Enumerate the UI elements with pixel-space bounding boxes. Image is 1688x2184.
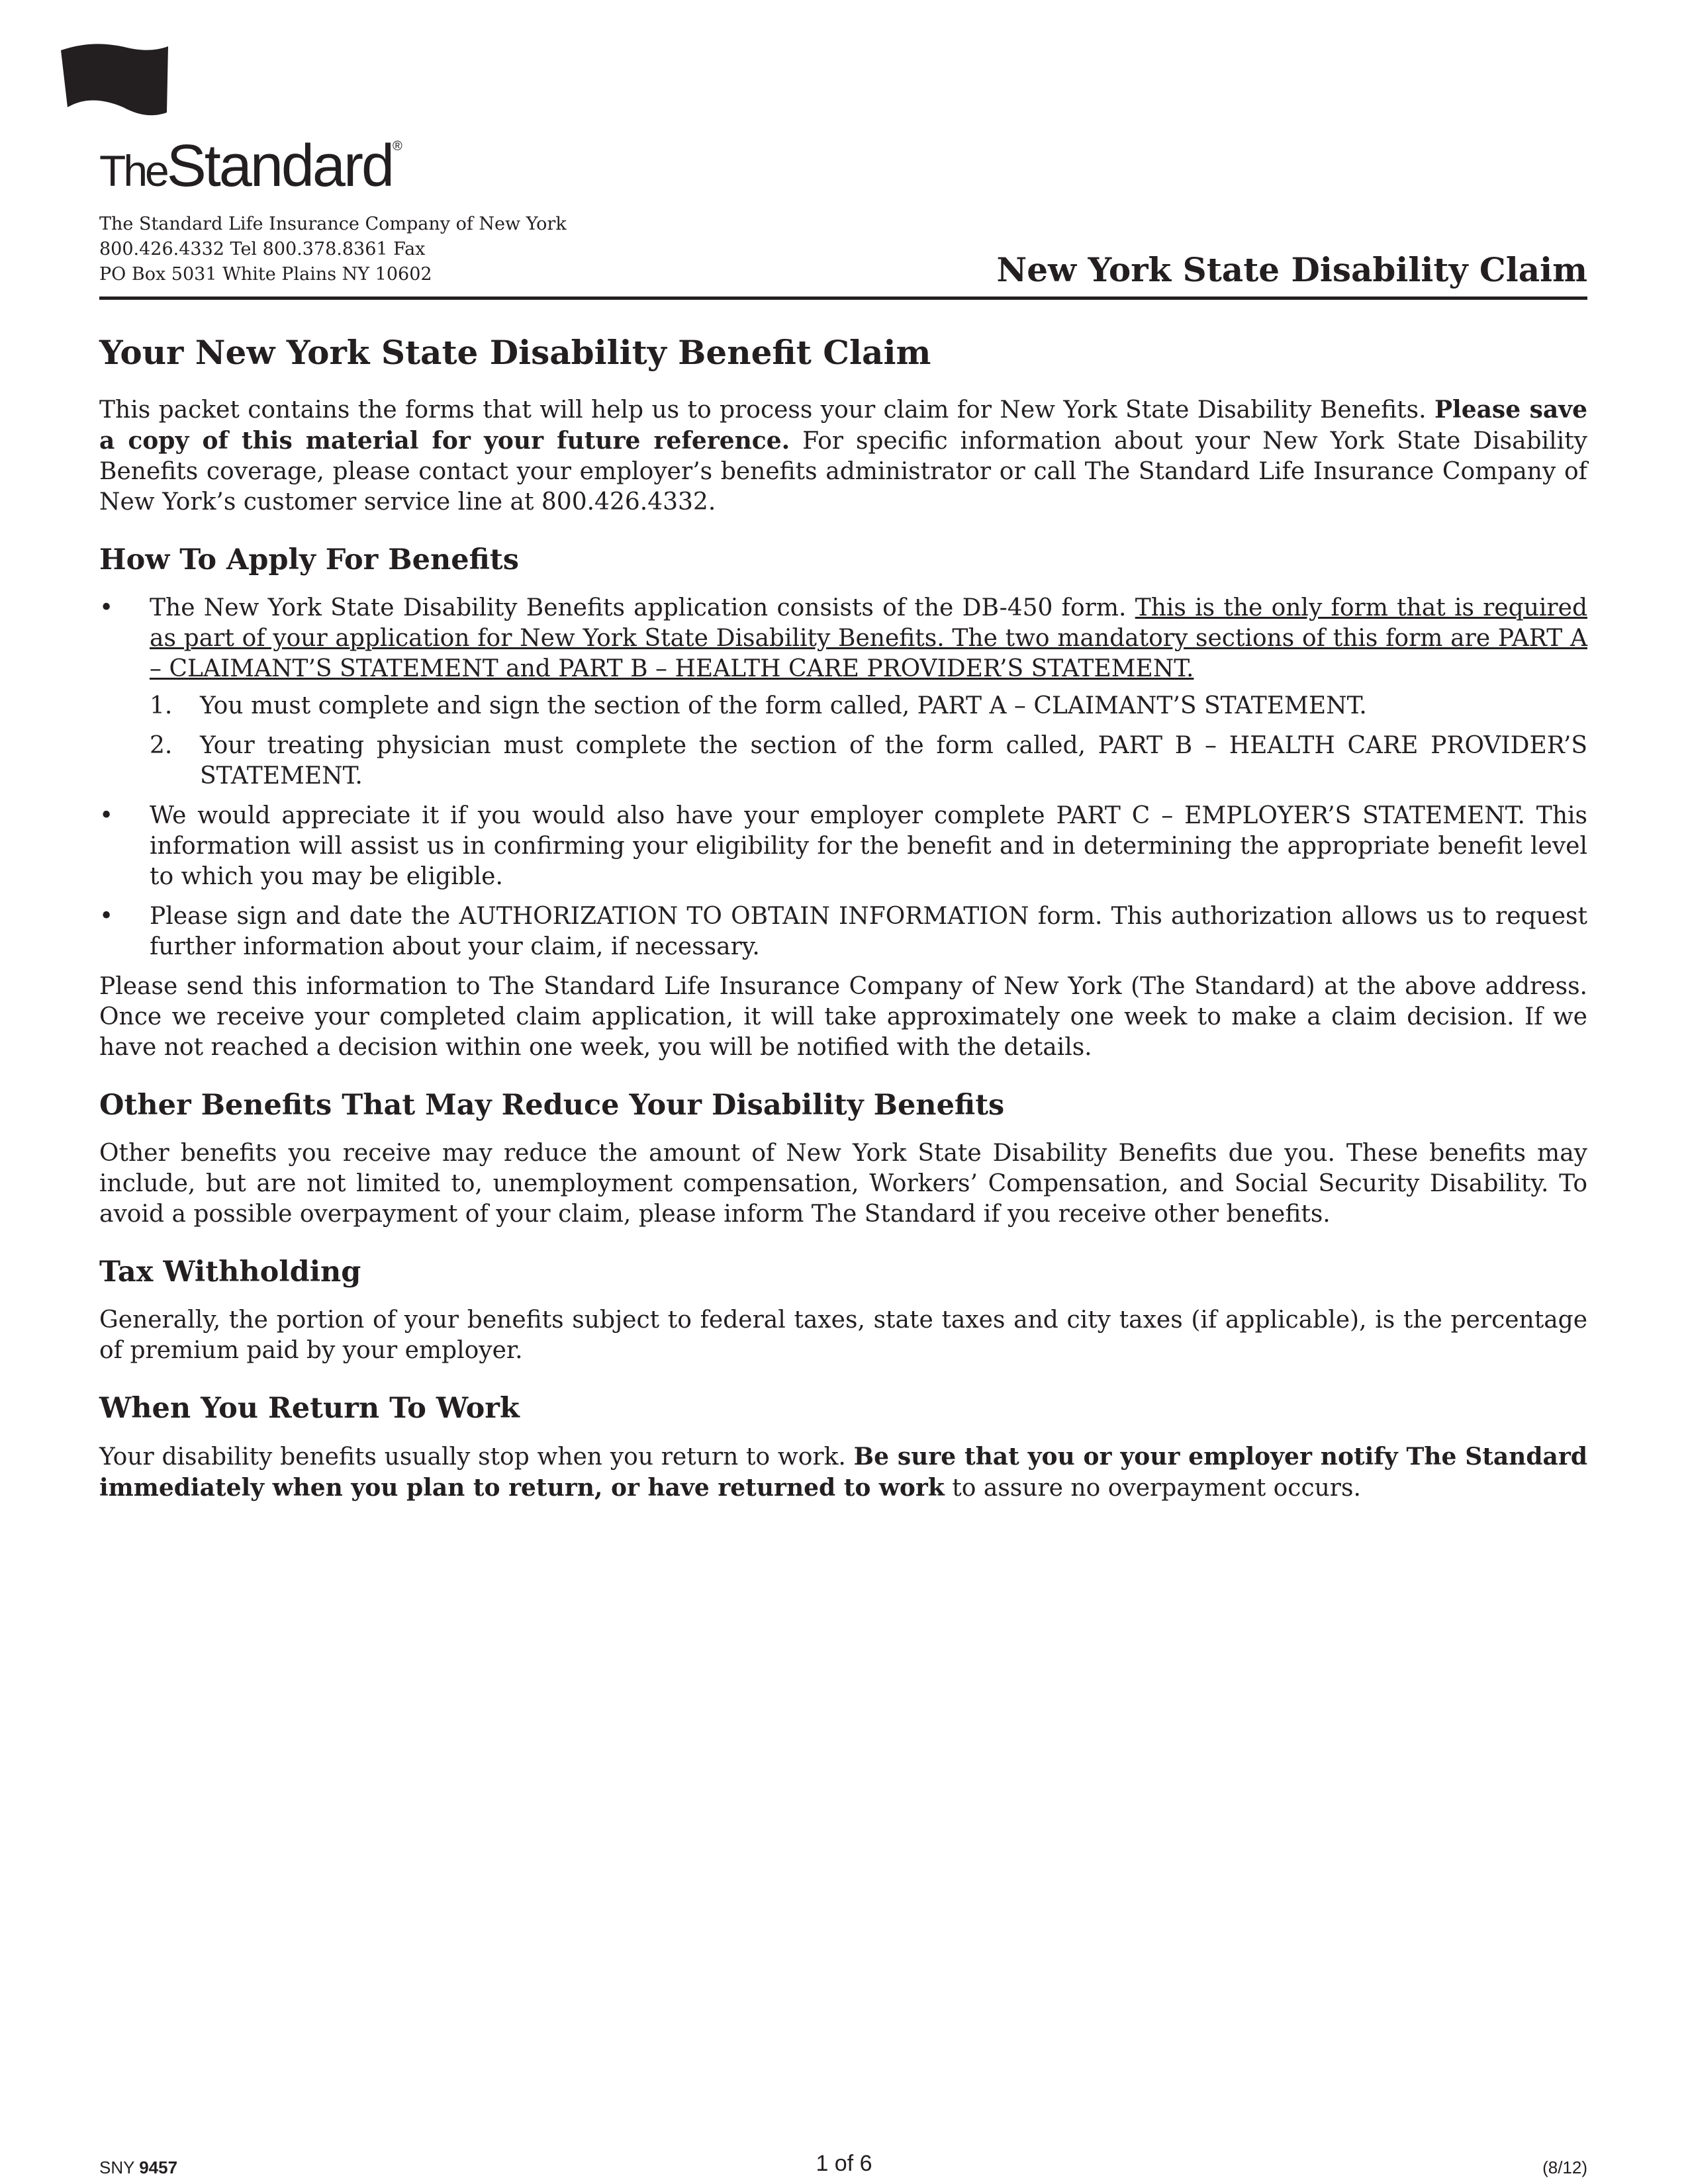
section-heading-tax-withholding: Tax Withholding — [99, 1255, 361, 1289]
list-item: • The New York State Disability Benefits application consists of the DB-450 form. This is the only form that is required as part of your application for New York State Disability Benefits. The two mandatory sections of this form are PART A – CLAIMANT’S STATEMENT and PART B – HEALTH CARE PROVIDER’S STATEMENT. 1. You must complete and sign the section of the form called, PART A – CLAIMANT’S STATEMENT. 2. Your treating physician must complete the section of the form called, PART B – HEALTH CARE PROVIDER’S STATEMENT. — [99, 593, 1587, 792]
submission-instructions: Please send this information to The Standard Life Insurance Company of New York (The Standard) at the above address. Once we receive your completed claim application, it will take approximately one week to make a claim decision. If we have not reached a decision within one week, you will be notified with the details. — [99, 973, 1587, 1061]
other-benefits-paragraph: Other benefits you receive may reduce the amount of New York State Disability Benefits due you. These benefits may include, but are not limited to, unemployment compensation, Workers’ Compensation, and Social Security Disability. To avoid a possible overpayment of your claim, please inform The Standard if you receive other benefits. — [99, 1140, 1587, 1228]
company-address: PO Box 5031 White Plains NY 10602 — [99, 264, 432, 285]
company-logo-wordmark — [99, 132, 402, 201]
list-item: • We would appreciate it if you would also have your employer complete PART C – EMPLOYER’S STATEMENT. This information will assist us in confirming your eligibility for the benefit and in determining the appropriate benefit level to which you may be eligible. — [99, 802, 1587, 890]
section-heading-how-to-apply: How To Apply For Benefits — [99, 543, 519, 576]
form-title: New York State Disability Claim — [996, 250, 1587, 289]
bullet-icon: • — [99, 802, 114, 829]
save-copy-note: Please save a copy of this material for your future reference. — [99, 396, 1587, 455]
list-item: 1. You must complete and sign the section of the form called, PART A – CLAIMANT’S STATEMENT. — [150, 692, 1367, 719]
logo-standard-text: Standard — [166, 133, 393, 199]
list-item: • Please sign and date the AUTHORIZATION TO OBTAIN INFORMATION form. This authorization allows us to request further information about your claim, if necessary. — [99, 903, 1587, 960]
tax-withholding-paragraph: Generally, the portion of your benefits subject to federal taxes, state taxes and city taxes (if applicable), is the percentage of premium paid by your employer. — [99, 1306, 1587, 1364]
header-divider — [99, 296, 1587, 300]
apply-bullet-list — [99, 593, 1587, 962]
page-title: Your New York State Disability Benefit Claim — [99, 333, 931, 372]
notify-employer-note: Be sure that you or your employer notify The Standard immediately when you plan to return, or have returned to work — [99, 1443, 1587, 1502]
list-item: 2. Your treating physician must complete the section of the form called, PART B – HEALTH CARE PROVIDER’S STATEMENT. — [150, 732, 1587, 790]
return-to-work-paragraph: Your disability benefits usually stop when you return to work. Be sure that you or your employer notify The Standard immediately when you plan to return, or have returned to work to assure no overpayment occurs. — [99, 1443, 1587, 1502]
section-heading-return-to-work: When You Return To Work — [99, 1392, 520, 1425]
registered-mark: ® — [393, 139, 402, 154]
required-steps-list — [150, 691, 1587, 792]
logo-the-text: The — [99, 146, 167, 195]
bullet-icon: • — [99, 903, 114, 930]
company-contact-info — [99, 212, 567, 287]
revision-date: (8/12) — [1542, 2158, 1587, 2177]
page-number: 1 of 6 — [816, 2151, 872, 2176]
required-form-note: This is the only form that is required as part of your application for New York State Disability Benefits. The two mandatory sections of this form are PART A – CLAIMANT’S STATEMENT and PART B – HEALTH CARE PROVIDER’S STATEMENT. — [150, 594, 1587, 682]
section-heading-other-benefits: Other Benefits That May Reduce Your Disability Benefits — [99, 1089, 1005, 1122]
company-phone-fax: 800.426.4332 Tel 800.378.8361 Fax — [99, 239, 426, 259]
form-number: SNY 9457 — [99, 2158, 178, 2177]
intro-paragraph: This packet contains the forms that will help us to process your claim for New York State Disability Benefits. Please save a copy of this material for your future reference. For specific information about your New York State Disability Benefits coverage, please contact your employer’s benefits administrator or call The Standard Life Insurance Company of New York’s customer service line at 800.426.4332. — [99, 396, 1587, 516]
flag-logo-icon — [58, 41, 171, 119]
bullet-icon: • — [99, 594, 114, 621]
company-name: The Standard Life Insurance Company of New York — [99, 214, 567, 234]
document-body — [99, 331, 1587, 1504]
